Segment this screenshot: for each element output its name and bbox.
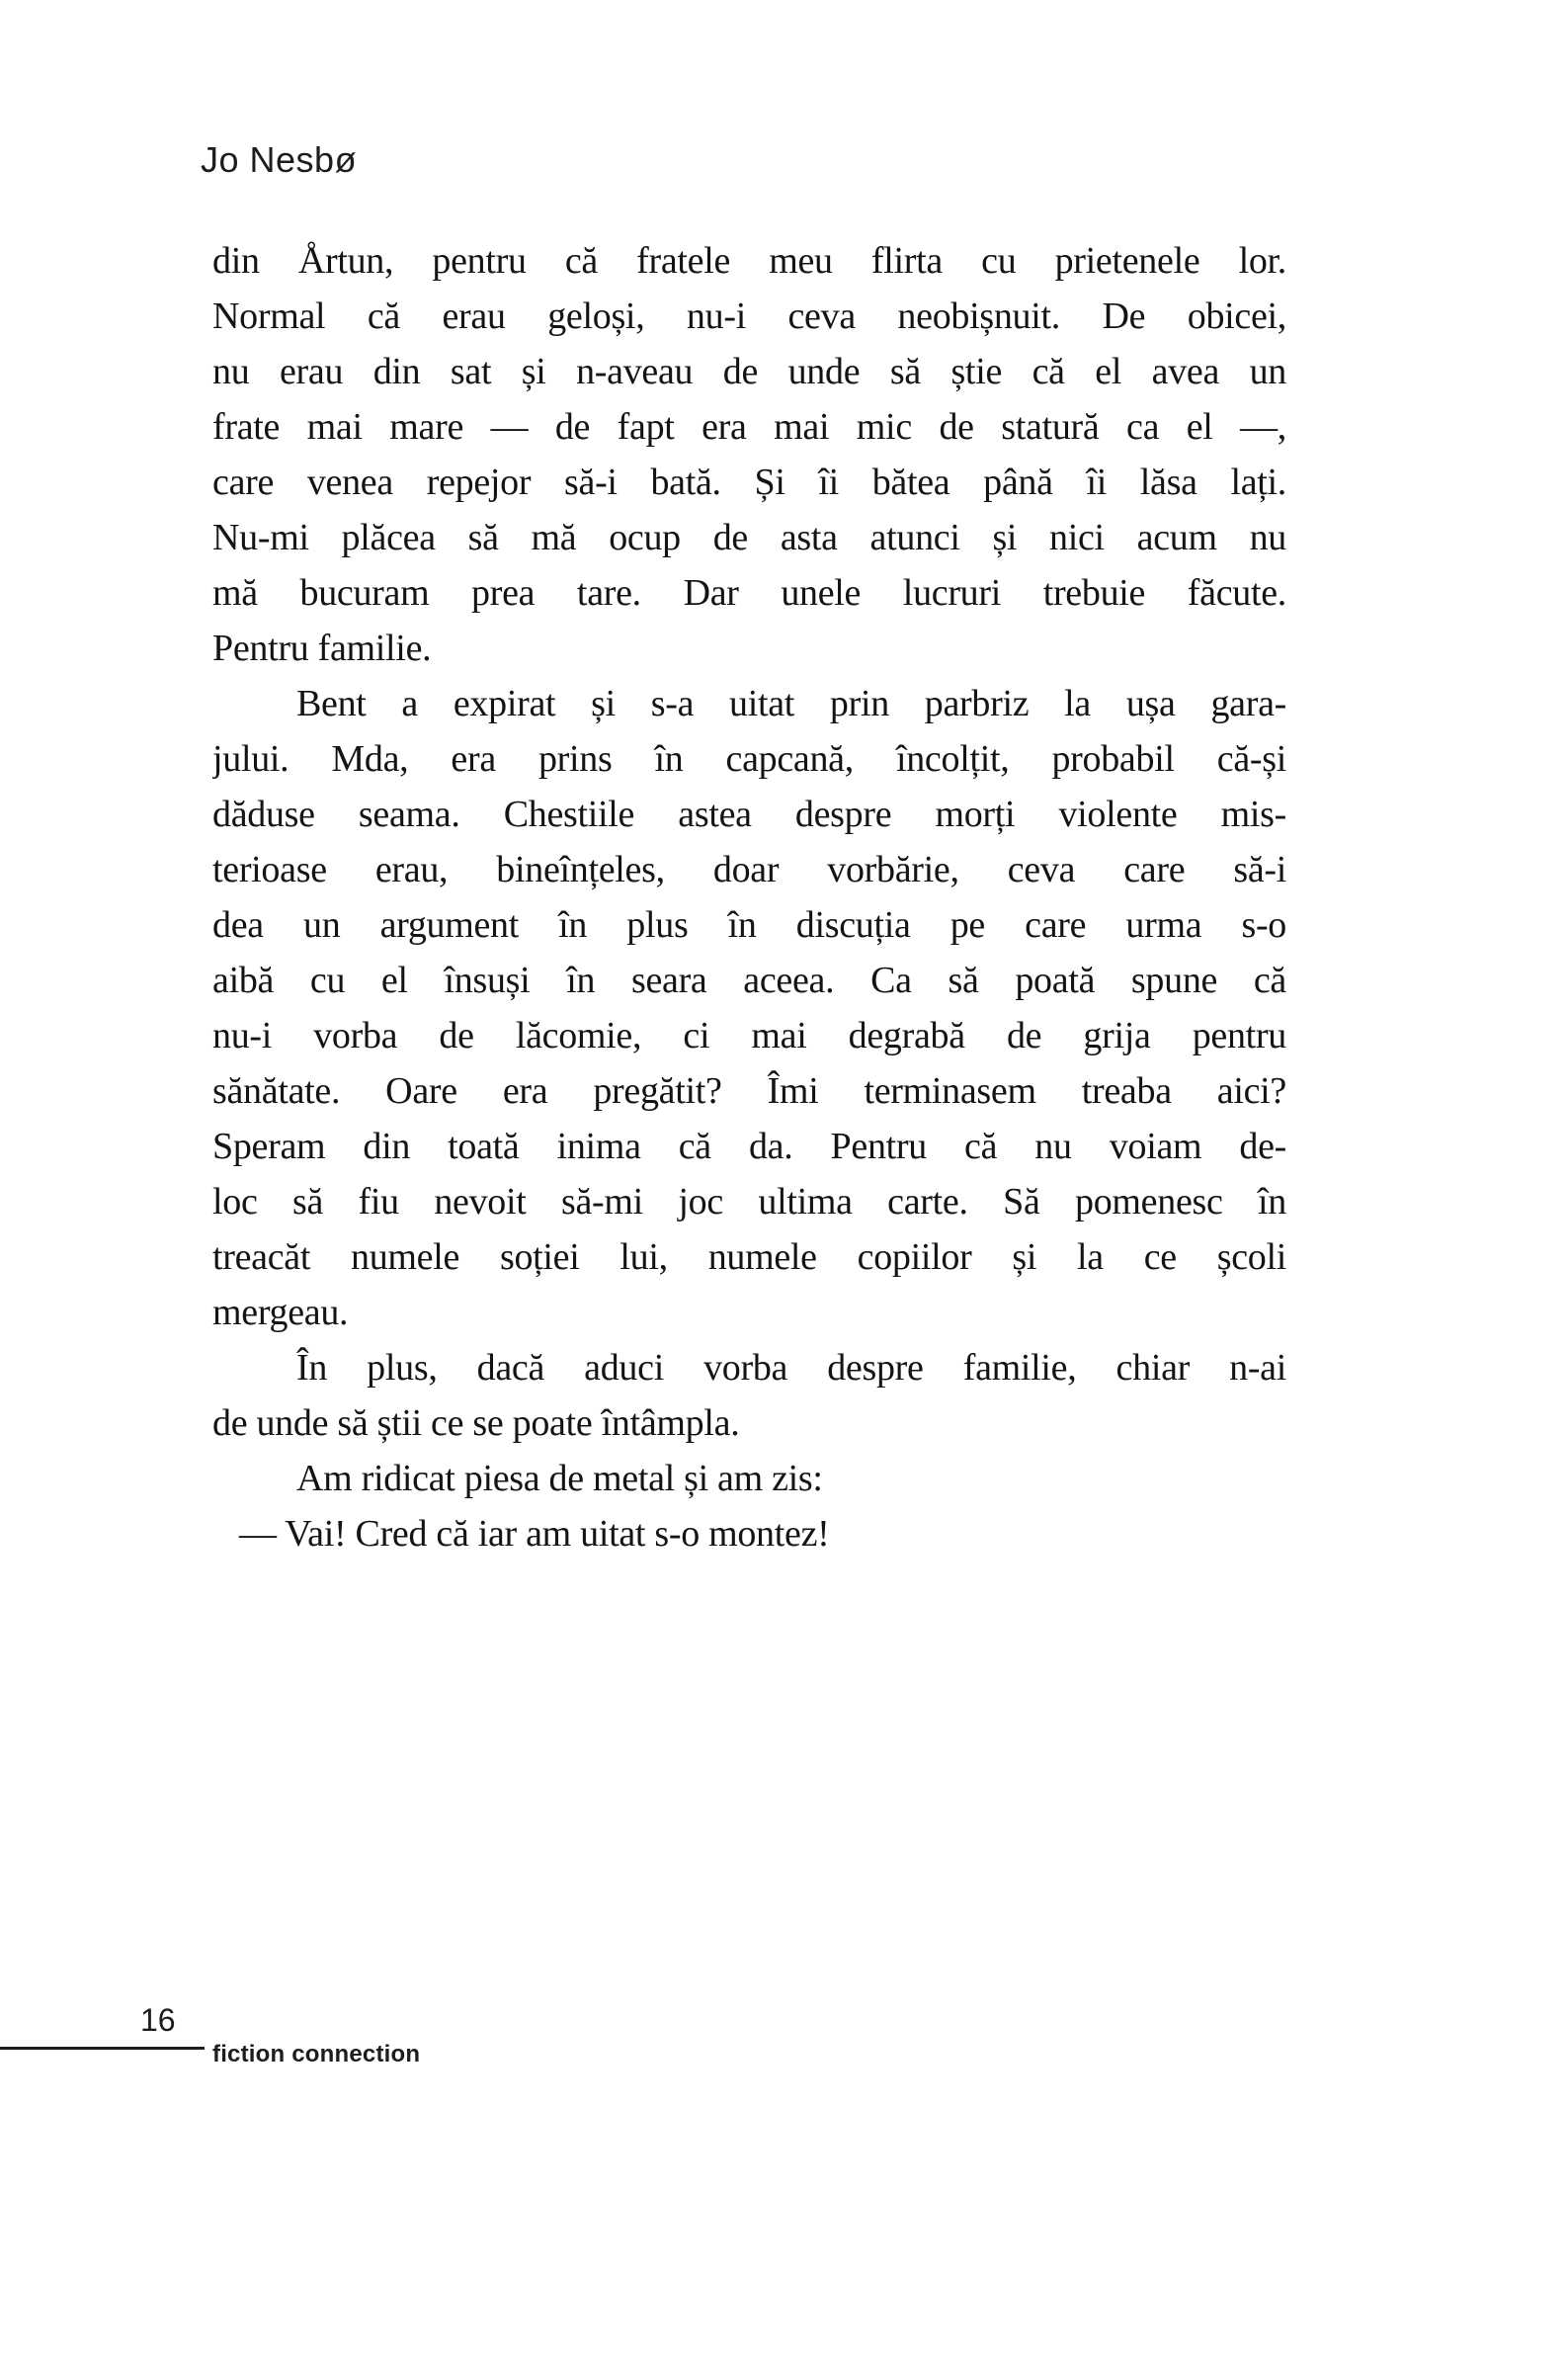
text-line: jului. Mda, era prins în capcană, încolțit, probabil că-și <box>212 738 1286 780</box>
text-line: mă bucuram prea tare. Dar unele lucruri trebuie făcute. <box>212 572 1286 614</box>
running-header-author: Jo Nesbø <box>201 139 358 180</box>
paragraph <box>212 1506 1286 1561</box>
paragraph <box>212 233 1286 676</box>
text-line: Normal că erau geloși, nu-i ceva neobișnuit. De obicei, <box>212 295 1286 337</box>
text-line: Nu-mi plăcea să mă ocup de asta atunci și nici acum nu <box>212 517 1286 558</box>
text-line: nu erau din sat și n-aveau de unde să știe că el avea un <box>212 351 1286 392</box>
text-line: În plus, dacă aduci vorba despre familie, chiar n-ai <box>296 1347 1286 1389</box>
paragraph <box>212 676 1286 1340</box>
text-line: treacăt numele soției lui, numele copiilor și la ce școli <box>212 1236 1286 1278</box>
text-line: dea un argument în plus în discuția pe care urma s-o <box>212 904 1286 946</box>
text-line: de unde să știi ce se poate întâmpla. <box>212 1402 740 1444</box>
body-text <box>212 233 1286 1561</box>
text-line: care venea repejor să-i bată. Și îi bătea până îi lăsa lați. <box>212 462 1286 503</box>
text-line: frate mai mare — de fapt era mai mic de statură ca el —, <box>212 406 1286 448</box>
page-number: 16 <box>140 2002 176 2038</box>
text-line: Speram din toată inima că da. Pentru că nu voiam de- <box>212 1126 1286 1167</box>
text-line: terioase erau, bineînțeles, doar vorbărie, ceva care să-i <box>212 849 1286 890</box>
text-line: mergeau. <box>212 1292 349 1333</box>
text-line: nu-i vorba de lăcomie, ci mai degrabă de grija pentru <box>212 1015 1286 1056</box>
text-line: — Vai! Cred că iar am uitat s-o montez! <box>239 1513 830 1555</box>
text-line: din Årtun, pentru că fratele meu flirta cu prietenele lor. <box>212 240 1286 282</box>
imprint-label: fiction connection <box>212 2041 421 2067</box>
text-line: loc să fiu nevoit să-mi joc ultima carte. Să pomenesc în <box>212 1181 1286 1223</box>
text-line: Pentru familie. <box>212 628 432 669</box>
paragraph <box>212 1340 1286 1451</box>
text-line: sănătate. Oare era pregătit? Îmi terminasem treaba aici? <box>212 1070 1286 1112</box>
text-line: Bent a expirat și s-a uitat prin parbriz la ușa gara- <box>296 683 1286 724</box>
paragraph <box>212 1451 1286 1506</box>
text-line: dăduse seama. Chestiile astea despre morți violente mis- <box>212 794 1286 835</box>
footer-rule <box>0 2047 205 2050</box>
text-line: aibă cu el însuși în seara aceea. Ca să poată spune că <box>212 960 1286 1001</box>
text-line: Am ridicat piesa de metal și am zis: <box>296 1458 823 1499</box>
